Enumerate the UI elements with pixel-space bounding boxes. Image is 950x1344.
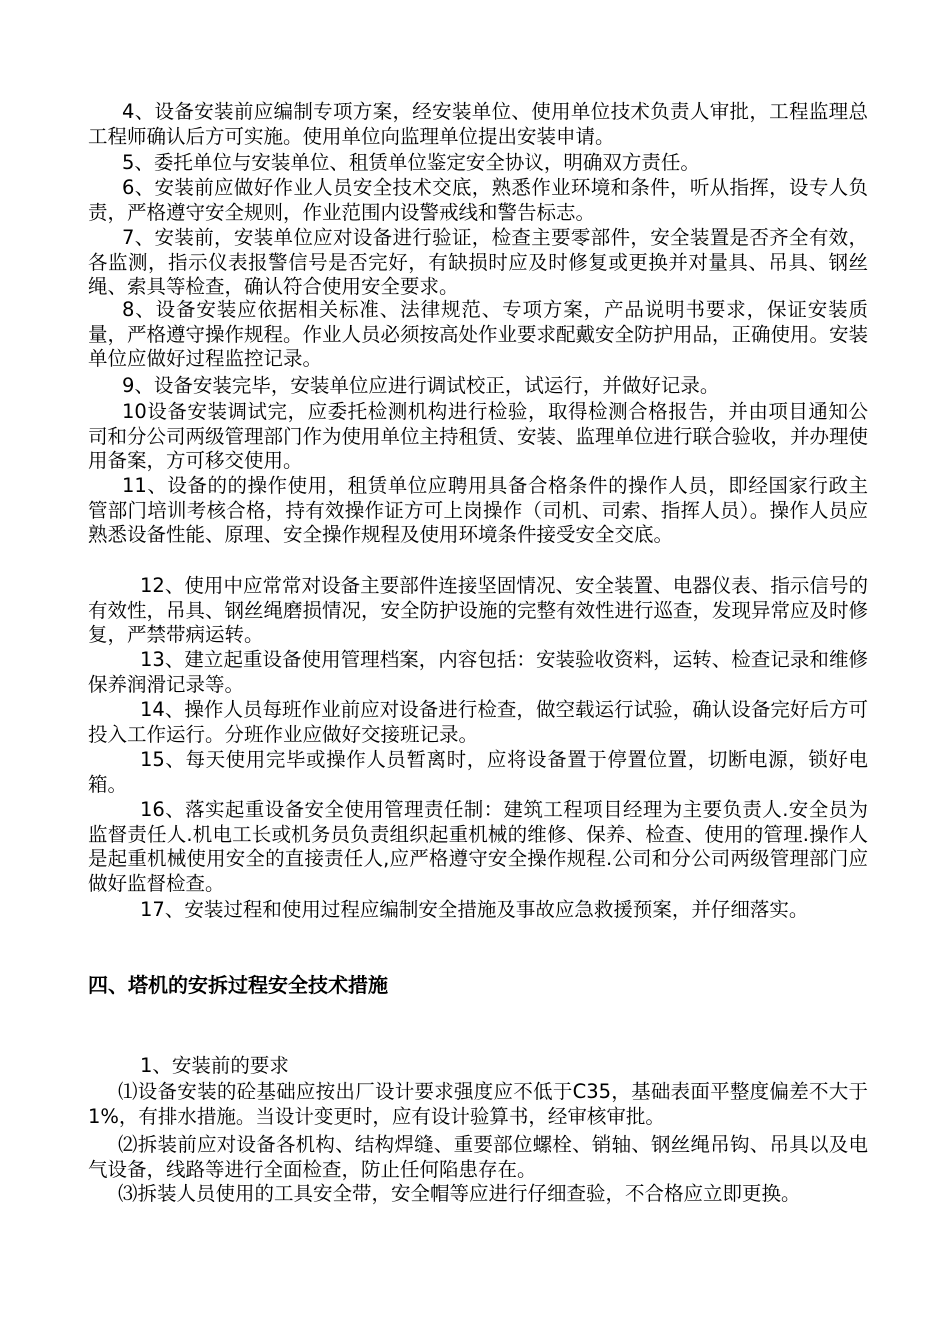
requirement-item-3: ⑶拆装人员使用的工具安全带，安全帽等应进行仔细查验，不合格应立即更换。 bbox=[118, 1182, 801, 1205]
section-heading: 四、塔机的安拆过程安全技术措施 bbox=[88, 973, 388, 997]
paragraph-16: 16、落实起重设备安全使用管理责任制：建筑工程项目经理为主要负责人.安全员为监督责任人.机电工长或机务员负责组织起重机械的维修、保养、检查、使用的管理.操作人是起重机械使用安全的直接责任人,应严格遵守安全操作规程.公司和分公司两级管理部门应做好监督检查。 bbox=[88, 798, 868, 895]
paragraph-12: 12、使用中应常常对设备主要部件连接坚固情况、安全装置、电器仪表、指示信号的有效性，吊具、钢丝绳磨损情况，安全防护设施的完整有效性进行巡查，发现异常应及时修复，严禁带病运转。 bbox=[88, 574, 869, 646]
requirement-item-1: ⑴设备安装的砼基础应按出厂设计要求强度应不低于C35，基础表面平整度偏差不大于1%，有排水措施。当设计变更时，应有设计验算书，经审核审批。 bbox=[88, 1080, 868, 1128]
paragraph-13: 13、建立起重设备使用管理档案，内容包括：安装验收资料，运转、检查记录和维修保养润滑记录等。 bbox=[88, 648, 868, 696]
paragraph-7: 7、安装前，安装单位应对设备进行验证，检查主要零部件，安全装置是否齐全有效，各监测，指示仪表报警信号是否完好，有缺损时应及时修复或更换并对量具、吊具、钢丝绳、索具等检查，确认符合使用安全要求。 bbox=[88, 226, 868, 298]
paragraph-15: 15、每天使用完毕或操作人员暂离时，应将设备置于停置位置，切断电源，锁好电箱。 bbox=[88, 748, 868, 796]
paragraph-4: 4、设备安装前应编制专项方案，经安装单位、使用单位技术负责人审批，工程监理总工程师确认后方可实施。使用单位向监理单位提出安装申请。 bbox=[88, 100, 868, 148]
paragraph-11: 11、设备的的操作使用，租赁单位应聘用具备合格条件的操作人员，即经国家行政主管部门培训考核合格，持有效操作证方可上岗操作（司机、司索、指挥人员）。操作人员应熟悉设备性能、原理、安全操作规程及使用环境条件接受安全交底。 bbox=[88, 474, 868, 546]
paragraph-14: 14、操作人员每班作业前应对设备进行检查，做空载运行试验，确认设备完好后方可投入工作运行。分班作业应做好交接班记录。 bbox=[88, 698, 868, 746]
requirement-item-2: ⑵拆装前应对设备各机构、结构焊缝、重要部位螺栓、销轴、钢丝绳吊钩、吊具以及电气设备，线路等进行全面检查，防止任何陷患存在。 bbox=[88, 1133, 868, 1181]
paragraph-6: 6、安装前应做好作业人员安全技术交底，熟悉作业环境和条件，听从指挥，设专人负责，严格遵守安全规则，作业范围内设警戒线和警告标志。 bbox=[88, 176, 868, 224]
paragraph-5: 5、委托单位与安装单位、租赁单位鉴定安全协议，明确双方责任。 bbox=[122, 151, 700, 174]
paragraph-17: 17、安装过程和使用过程应编制安全措施及事故应急救援预案，并仔细落实。 bbox=[140, 898, 809, 921]
paragraph-9: 9、设备安装完毕，安装单位应进行调试校正，试运行，并做好记录。 bbox=[122, 374, 720, 397]
paragraph-8: 8、设备安装应依据相关标准、法律规范、专项方案，产品说明书要求，保证安装质量，严格遵守操作规程。作业人员必须按高处作业要求配戴安全防护用品，正确使用。安装单位应做好过程监控记录。 bbox=[88, 298, 869, 370]
subsection-title: 1、安装前的要求 bbox=[140, 1054, 289, 1077]
paragraph-10: 10设备安装调试完，应委托检测机构进行检验，取得检测合格报告，并由项目通知公司和分公司两级管理部门作为使用单位主持租赁、安装、监理单位进行联合验收，并办理使用备案，方可移交使用。 bbox=[88, 400, 869, 472]
